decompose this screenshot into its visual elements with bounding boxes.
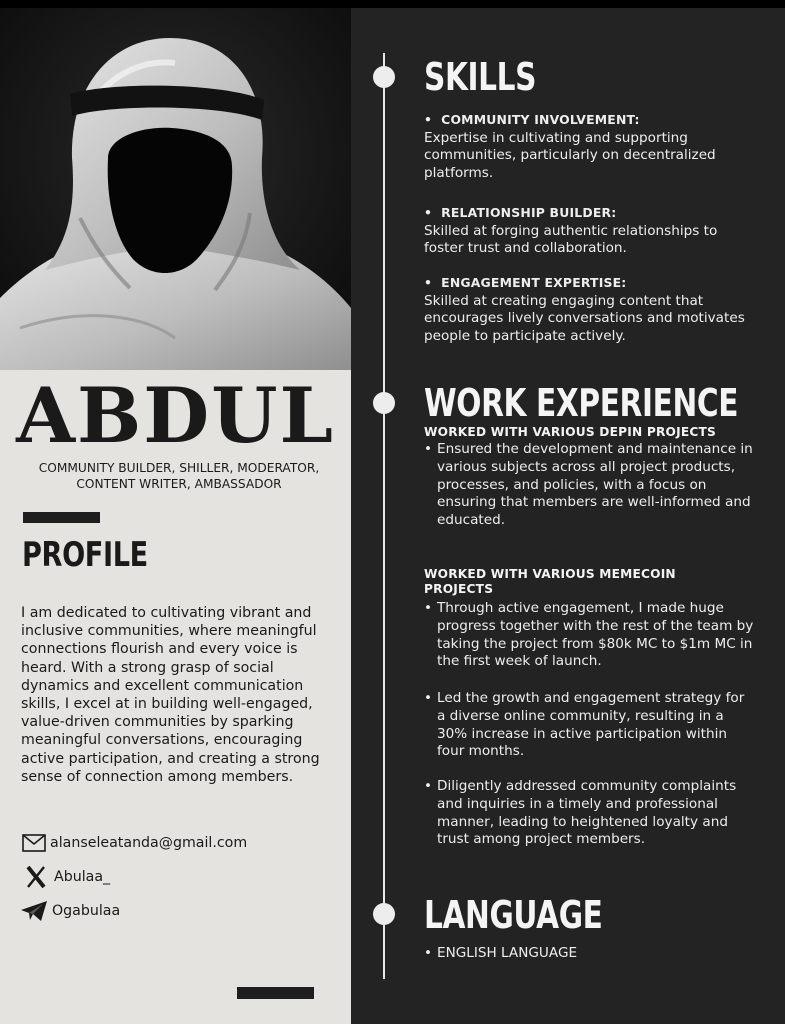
person-roles: COMMUNITY BUILDER, SHILLER, MODERATOR, CONTENT WRITER, AMBASSADOR xyxy=(38,461,320,491)
contact-x[interactable] xyxy=(26,866,110,888)
telegram-icon xyxy=(20,900,52,922)
language-heading: LANGUAGE xyxy=(424,893,603,937)
skill-text: Skilled at creating engaging content that encourages lively conversations and motivates people to participate actively. xyxy=(424,292,745,344)
skill-title: ENGAGEMENT EXPERTISE: xyxy=(441,275,627,290)
language-item: • ENGLISH LANGUAGE xyxy=(424,945,754,963)
contact-telegram[interactable] xyxy=(20,900,120,922)
divider-bar xyxy=(23,512,100,523)
work-bullet: • Through active engagement, I made huge progress together with the rest of the team by taking the project from $80k MC to $1m MC in the first week of launch. xyxy=(424,600,754,671)
skill-title: COMMUNITY INVOLVEMENT: xyxy=(441,112,640,127)
x-logo-icon xyxy=(26,866,54,888)
timeline-dot-skills xyxy=(373,66,395,88)
work-bullet: • Led the growth and engagement strategy for a diverse online community, resulting in a 30% increase in active participation within four months. xyxy=(424,690,754,761)
work-heading: WORK EXPERIENCE xyxy=(424,381,739,425)
skill-item: • ENGAGEMENT EXPERTISE: Skilled at creating engaging content that encourages lively conversations and motivates people to participate actively. xyxy=(424,274,754,345)
email-text: alanseleatanda@gmail.com xyxy=(50,835,248,851)
x-handle-text: Abulaa_ xyxy=(54,869,111,885)
right-column xyxy=(351,8,785,1024)
mail-icon xyxy=(22,834,50,852)
profile-heading: PROFILE xyxy=(22,535,148,575)
contact-email[interactable] xyxy=(22,834,247,852)
skill-text: Skilled at forging authentic relationships to foster trust and collaboration. xyxy=(424,222,718,257)
portrait-illustration xyxy=(0,8,351,370)
skill-item: • COMMUNITY INVOLVEMENT: Expertise in cultivating and supporting communities, particularly on decentralized platforms. xyxy=(424,111,754,182)
work-group-title: WORKED WITH VARIOUS MEMECOIN PROJECTS xyxy=(424,567,676,596)
work-bullet: • Ensured the development and maintenance in various subjects across all project products, processes, and policies, with a focus on ensuring that members are well-informed and educated. xyxy=(424,441,754,530)
skill-title: RELATIONSHIP BUILDER: xyxy=(441,205,617,220)
person-name: ABDUL xyxy=(16,371,335,460)
work-bullet: • Diligently addressed community complaints and inquiries in a timely and professional manner, leading to heightened loyalty and trust among project members. xyxy=(424,778,754,849)
timeline-dot-work xyxy=(373,392,395,414)
timeline-dot-language xyxy=(373,903,395,925)
timeline-line xyxy=(383,53,385,979)
skill-item: • RELATIONSHIP BUILDER: Skilled at forging authentic relationships to foster trust and collaboration. xyxy=(424,204,754,258)
profile-text: I am dedicated to cultivating vibrant and inclusive communities, where meaningful connections flourish and every voice is heard. With a strong grasp of social dynamics and excellent communication skills, I excel at in building well-engaged, value-driven communities by sparking meaningful conversations, encouraging active participation, and creating a strong sense of connection among members. xyxy=(21,605,320,785)
telegram-handle-text: Ogabulaa xyxy=(52,903,121,919)
skill-text: Expertise in cultivating and supporting communities, particularly on decentralized platforms. xyxy=(424,129,716,181)
work-group-title: WORKED WITH VARIOUS DEPIN PROJECTS xyxy=(424,425,717,439)
divider-bar-bottom xyxy=(237,987,314,999)
skills-heading: SKILLS xyxy=(424,55,537,99)
portrait-image xyxy=(0,8,351,370)
left-column xyxy=(0,8,351,1024)
